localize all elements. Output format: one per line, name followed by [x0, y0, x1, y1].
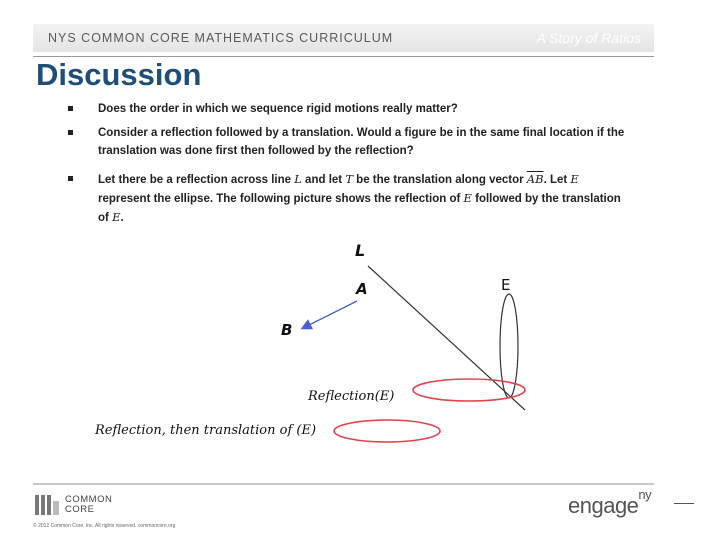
- ellipse-E-symbol: E: [570, 172, 579, 186]
- copyright-text: © 2012 Common Core, Inc. All rights reserved. commoncore.org: [33, 523, 176, 529]
- label-L: L: [355, 241, 366, 260]
- label-A: A: [356, 280, 368, 298]
- reflection-label: Reflection(E): [308, 389, 395, 404]
- logo-bars-icon: [35, 495, 59, 515]
- bullet-text: Does the order in which we sequence rigid motions really matter?: [98, 103, 458, 115]
- vector-AB: [303, 301, 357, 328]
- logo-line-1: COMMON: [65, 494, 113, 505]
- reflection-translation-label: Reflection, then translation of (E): [95, 423, 317, 438]
- common-core-logo: [35, 495, 112, 515]
- line-L-symbol: L: [294, 172, 302, 186]
- bullet-text: Consider a reflection followed by a translation. Would a figure be in the same final location if the translation was done first then followed by the reflection?: [98, 127, 625, 157]
- label-E: E: [501, 276, 511, 294]
- vector-AB-symbol: $\overline{AB}$: [526, 172, 544, 186]
- ellipse-E-symbol: E: [463, 191, 472, 205]
- bullet-text: Let there be a reflection across line L and let T be the translation along vector $\overline{AB}$. Let E represent the ellipse. The following picture shows the reflection of E followed by the translation of E.: [98, 172, 621, 224]
- reflected-ellipse: [413, 379, 525, 401]
- footer-divider: [33, 483, 654, 485]
- logo-line-2: CORE: [65, 504, 95, 515]
- page-title: Discussion: [36, 57, 202, 92]
- series-title: A Story of Ratios: [536, 30, 641, 46]
- ellipse-E-symbol: E: [112, 210, 121, 224]
- translation-T-symbol: T: [345, 172, 353, 186]
- engageny-logo: engage$^{ny}$: [568, 487, 652, 518]
- curriculum-title: NYS COMMON CORE MATHEMATICS CURRICULUM: [48, 31, 394, 45]
- footer-accent-line: [674, 503, 694, 504]
- reflected-translated-ellipse: [334, 420, 440, 442]
- label-B: B: [281, 321, 293, 339]
